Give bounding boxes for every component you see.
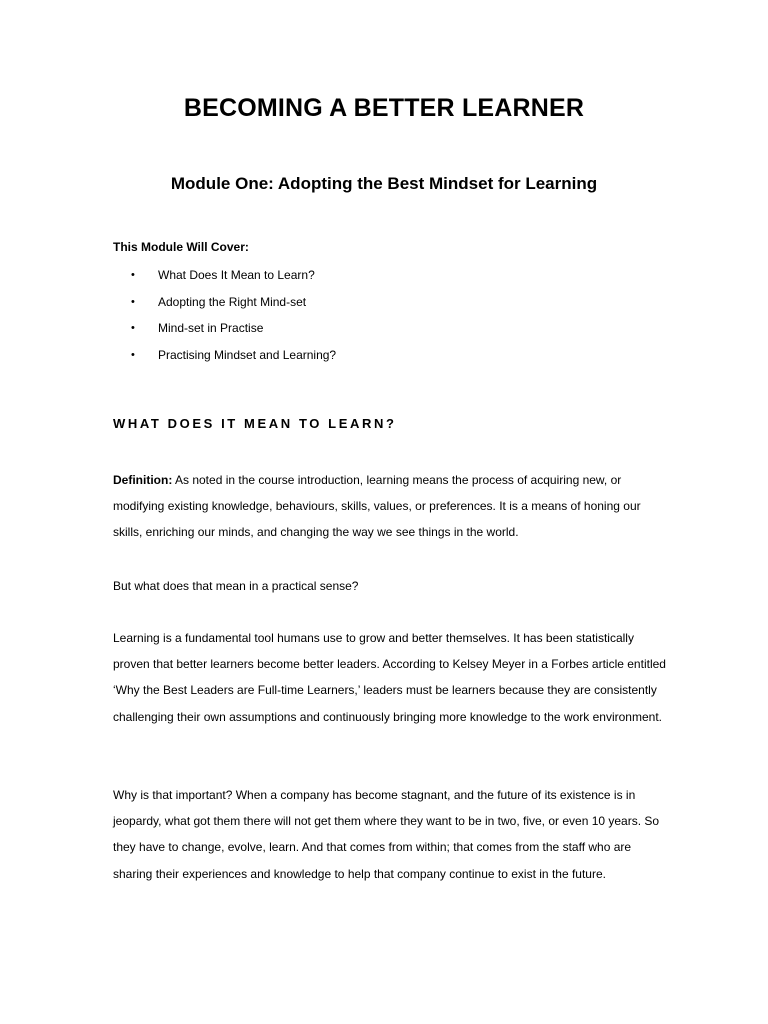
list-item-text: Adopting the Right Mind-set	[158, 294, 307, 309]
section-heading: WHAT DOES IT MEAN TO LEARN?	[113, 416, 397, 431]
cover-list	[0, 262, 768, 368]
list-item	[0, 342, 768, 369]
bullet-icon: •	[131, 295, 135, 308]
module-subtitle: Module One: Adopting the Best Mindset for Learning	[170, 174, 598, 193]
list-item-text: Practising Mindset and Learning?	[158, 347, 337, 362]
learning-tool-paragraph: Learning is a fundamental tool humans use to grow and better themselves. It has been statistically proven that better learners become better leaders. According to Kelsey Meyer in a Forbes article entitled ‘Why the Best Leaders are Full-time Learners,’ leaders must be learners because they are consistently challenging their own assumptions and continuously bringing more knowledge to the work environment.	[113, 631, 666, 724]
bullet-icon: •	[131, 322, 135, 334]
list-item	[0, 315, 768, 342]
why-important-paragraph: Why is that important? When a company has become stagnant, and the future of its existence is in jeopardy, what got them there will not get them where they want to be in two, five, or even 10 years. So they have to change, evolve, learn. And that comes from within; that comes from the staff who are sharing their experiences and knowledge to help that company continue to exist in the future.	[113, 788, 660, 881]
practical-paragraph: But what does that mean in a practical sense?	[113, 579, 359, 593]
bullet-icon: •	[131, 269, 135, 281]
definition-text: As noted in the course introduction, learning means the process of acquiring new, or modifying existing knowledge, behaviours, skills, values, or preferences. It is a means of honing our skills, enriching our minds, and changing the way we see things in the world.	[113, 473, 641, 540]
cover-heading: This Module Will Cover:	[113, 240, 249, 254]
definition-paragraph	[113, 467, 673, 546]
definition-label: Definition:	[113, 473, 173, 487]
list-item-text: Mind-set in Practise	[158, 321, 264, 335]
list-item-text: What Does It Mean to Learn?	[158, 268, 315, 282]
list-item	[0, 262, 768, 289]
document-title: BECOMING A BETTER LEARNER	[183, 94, 585, 122]
bullet-icon: •	[131, 348, 135, 361]
list-item	[0, 289, 768, 316]
